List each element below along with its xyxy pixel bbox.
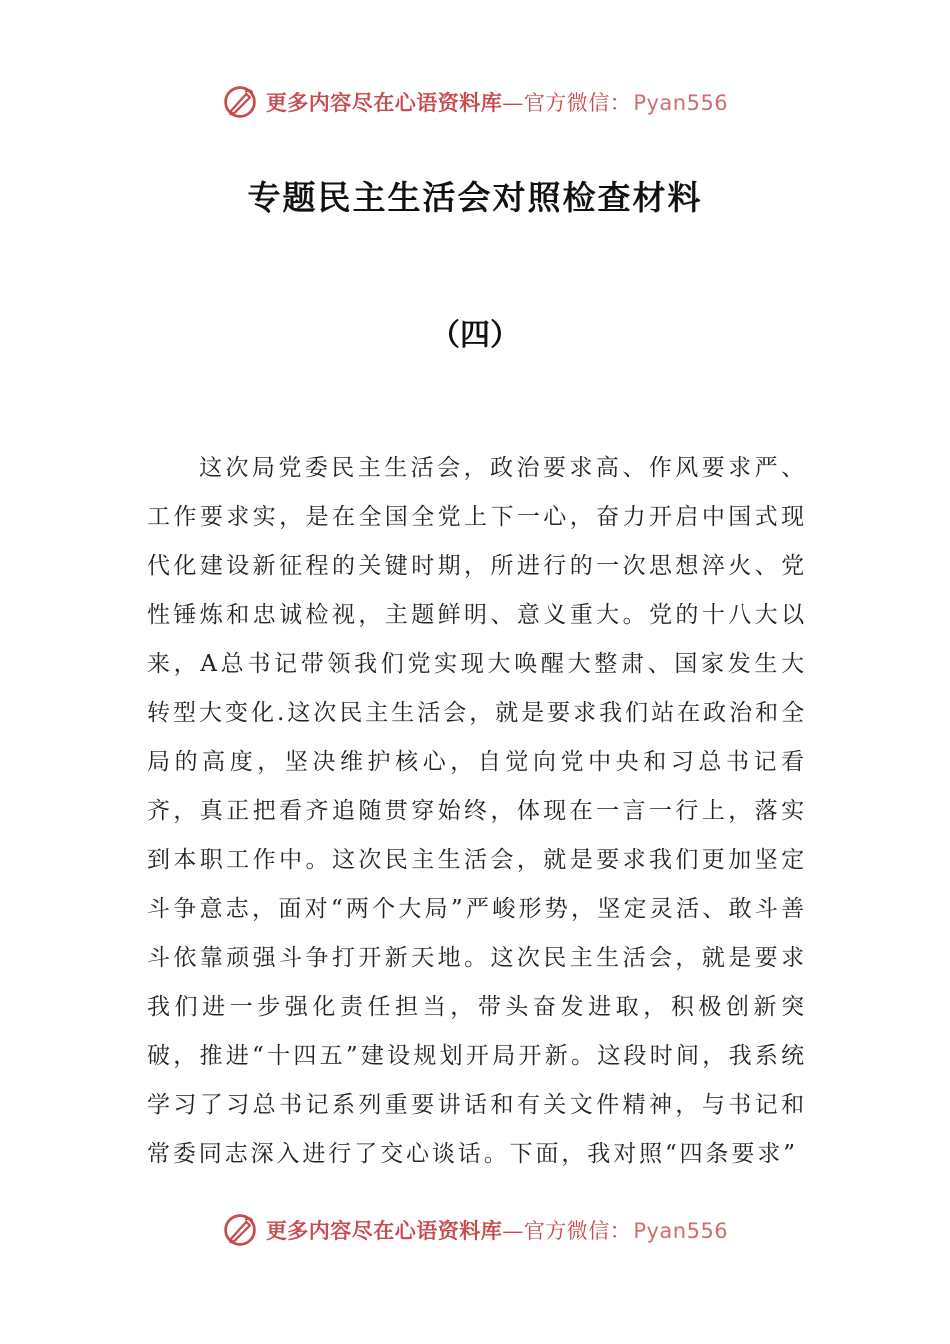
watermark-footer bbox=[0, 1210, 950, 1250]
watermark-wechat-id: Pyan556 bbox=[633, 91, 729, 115]
body-paragraph: 这次局党委民主生活会，政治要求高、作风要求严、工作要求实，是在全国全党上下一心，奋力开启中国式现代化建设新征程的关键时期，所进行的一次思想淬火、党性锤炼和忠诚检视，主题鲜明、意义重大。党的十八大以来，A总书记带领我们党实现大唤醒大整肃、国家发生大转型大变化.这次民主生活会，就是要求我们站在政治和全局的高度，坚决维护核心，自觉向党中央和习总书记看齐，真正把看齐追随贯穿始终，体现在一言一行上，落实到本职工作中。这次民主生活会，就是要求我们更加坚定斗争意志，面对“两个大局”严峻形势，坚定灵活、敢斗善斗依靠顽强斗争打开新天地。这次民主生活会，就是要求我们进一步强化责任担当，带头奋发进取，积极创新突破，推进“十四五”建设规划开局开新。这段时间，我系统学习了习总书记系列重要讲话和有关文件精神，与书记和常委同志深入进行了交心谈话。下面，我对照“四条要求” bbox=[147, 455, 807, 1167]
watermark-separator: — bbox=[502, 1219, 524, 1243]
watermark-text bbox=[266, 87, 728, 117]
watermark-wechat-label: 官方微信： bbox=[523, 1219, 632, 1243]
watermark-wechat-label: 官方微信： bbox=[523, 91, 632, 115]
watermark-separator: — bbox=[502, 91, 524, 115]
watermark-header bbox=[0, 82, 950, 122]
pen-logo-icon bbox=[222, 1212, 258, 1248]
watermark-wechat-id: Pyan556 bbox=[633, 1219, 729, 1243]
watermark-text bbox=[266, 1215, 728, 1245]
watermark-brand: 更多内容尽在心语资料库 bbox=[265, 1218, 503, 1243]
pen-logo-icon bbox=[222, 84, 258, 120]
watermark-brand: 更多内容尽在心语资料库 bbox=[265, 90, 503, 115]
document-title: 专题民主生活会对照检查材料 bbox=[247, 178, 703, 217]
document-subtitle: （四） bbox=[430, 318, 520, 353]
